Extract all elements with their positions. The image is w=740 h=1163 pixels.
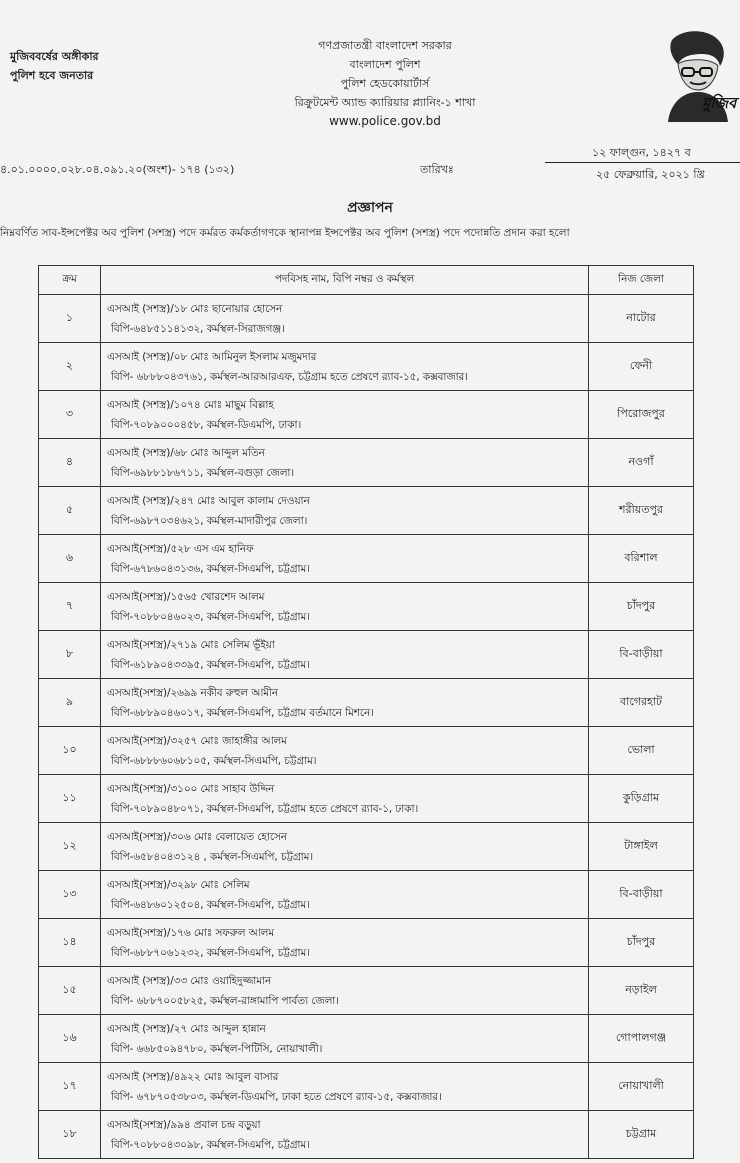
row-serial: ১৫ — [39, 967, 101, 1015]
row-info — [101, 343, 589, 391]
header-line-1: গণপ্রজাতন্ত্রী বাংলাদেশ সরকার — [318, 39, 452, 52]
row-district: শরীয়তপুর — [589, 487, 694, 535]
header-district: নিজ জেলা — [589, 266, 694, 295]
row-serial: ১৪ — [39, 919, 101, 967]
officer-name: এসআই(সশস্ত্র)/২৬৯৯ নকীব রুহুল আমীন — [107, 686, 279, 699]
officer-bp-workplace: বিপি-৬৫৮৪০৪৩১২৪ , কর্মস্থল-সিএমপি, চট্টগ্রাম। — [111, 850, 314, 863]
header-website: www.police.gov.bd — [329, 114, 441, 128]
row-district: কুড়িগ্রাম — [589, 775, 694, 823]
table-row — [39, 1015, 694, 1063]
table-row — [39, 583, 694, 631]
row-district: ভোলা — [589, 727, 694, 775]
table-row — [39, 487, 694, 535]
date-gregorian: ২৫ ফেব্রুয়ারি, ২০২১ খ্রি — [596, 168, 705, 181]
officer-bp-workplace: বিপি-৬৮৮৮৬০৬৮১০৫, কর্মস্থল-সিএমপি, চট্টগ্রাম। — [111, 754, 317, 767]
row-district: বাগেরহাট — [589, 679, 694, 727]
row-district: চাঁদপুর — [589, 583, 694, 631]
officer-bp-workplace: বিপি- ৬৭৮৭০৫৩৮০৩, কর্মস্থল-ডিএমপি, ঢাকা হতে প্রেষণে র‍্যাব-১৫, কক্সবাজার। — [111, 1090, 442, 1103]
date-bangla: ১২ ফাল্গুন, ১৪২৭ ব — [592, 146, 691, 159]
officer-name: এসআই(সশস্ত্র)/৩২৫৭ মোঃ জাহাঙ্গীর আলম — [107, 734, 287, 747]
table-row — [39, 343, 694, 391]
officer-name: এসআই (সশস্ত্র)/১৮ মোঃ ছানোয়ার হোসেন — [107, 302, 283, 315]
row-info — [101, 295, 589, 343]
motto-line-1: মুজিববর্ষের অঙ্গীকার — [10, 50, 99, 63]
officer-name: এসআই (সশস্ত্র)/২৪৭ মোঃ আবুল কালাম দেওয়ান — [107, 494, 310, 507]
table-row — [39, 631, 694, 679]
table-row — [39, 1111, 694, 1159]
header-line-3: পুলিশ হেডকোয়ার্টার্স — [340, 77, 430, 90]
officer-name: এসআই (সশস্ত্র)/৩৩ মোঃ ওয়াহিদুজ্জামান — [107, 974, 272, 987]
row-info — [101, 967, 589, 1015]
table-row — [39, 679, 694, 727]
officer-name: এসআই(সশস্ত্র)/১৭৬ মোঃ সফরুল আলম — [107, 926, 275, 939]
row-serial: ১২ — [39, 823, 101, 871]
row-serial: ৯ — [39, 679, 101, 727]
row-district: নাটোর — [589, 295, 694, 343]
row-info — [101, 1015, 589, 1063]
table-row — [39, 823, 694, 871]
motto-line-2: পুলিশ হবে জনতার — [10, 69, 94, 82]
row-district: নওগাঁ — [589, 439, 694, 487]
table-row — [39, 919, 694, 967]
row-serial: ৫ — [39, 487, 101, 535]
officer-bp-workplace: বিপি-৭০৮৮০৪৩০৯৮, কর্মস্থল-সিএমপি, চট্টগ্রাম। — [111, 1138, 310, 1151]
table-row — [39, 439, 694, 487]
row-serial: ৪ — [39, 439, 101, 487]
row-info — [101, 1111, 589, 1159]
officer-name: এসআই (সশস্ত্র)/০৮ মোঃ আমিনুল ইসলাম মজুমদার — [107, 350, 317, 363]
row-info — [101, 919, 589, 967]
officer-bp-workplace: বিপি- ৬৬৮৫০৯৪৭৮০, কর্মস্থল-পিটিসি, নোয়াখালী। — [111, 1042, 323, 1055]
table-row — [39, 295, 694, 343]
row-district: বি-বাড়ীয়া — [589, 631, 694, 679]
officer-bp-workplace: বিপি-৭০৮৮০৪৬০২৩, কর্মস্থল-সিএমপি, চট্টগ্রাম। — [111, 610, 310, 623]
officer-bp-workplace: বিপি-৭০৮৯০০০৪৫৮, কর্মস্থল-ডিএমপি, ঢাকা। — [111, 418, 302, 431]
row-serial: ১১ — [39, 775, 101, 823]
intro-text: নিম্নবর্ণিত সাব-ইন্সপেক্টর অব পুলিশ (সশস্ত্র) পদে কর্মরত কর্মকর্তাগণকে স্থানাপন্ন ইন্সপেক্টর অব পুলিশ (সশস্ত্র) পদে পদোন্নতি প্রদান করা হলো — [0, 227, 570, 239]
officer-name: এসআই(সশস্ত্র)/১৫৬৫ খোরশেদ আলম — [107, 590, 265, 603]
table-header-row — [39, 266, 694, 295]
promotion-table — [38, 265, 694, 1159]
portrait-logo-icon — [652, 28, 740, 123]
row-info — [101, 679, 589, 727]
row-info — [101, 631, 589, 679]
row-serial: ২ — [39, 343, 101, 391]
officer-bp-workplace: বিপি-৬৯৮৮১৮৬৭১১, কর্মস্থল-বগুড়া জেলা। — [111, 466, 295, 479]
portrait-logo-text: মুজিব — [702, 94, 737, 112]
row-district: চট্টগ্রাম — [589, 1111, 694, 1159]
row-serial: ৭ — [39, 583, 101, 631]
table-row — [39, 967, 694, 1015]
row-district: ফেনী — [589, 343, 694, 391]
officer-name: এসআই (সশস্ত্র)/৬৮ মোঃ আব্দুল মতিন — [107, 446, 265, 459]
row-district: বরিশাল — [589, 535, 694, 583]
officer-bp-workplace: বিপি-৬৪৮৫১১৪১৩২, কর্মস্থল-সিরাজগঞ্জ। — [111, 322, 285, 335]
officer-bp-workplace: বিপি-৬৭৮৬০৪৩১৩৬, কর্মস্থল-সিএমপি, চট্টগ্রাম। — [111, 562, 310, 575]
letterhead — [240, 36, 530, 131]
officer-name: এসআই (সশস্ত্র)/১০৭৪ মোঃ মাছুম বিল্লাহ — [107, 398, 274, 411]
header-info: পদবিসহ নাম, বিপি নম্বর ও কর্মস্থল — [101, 266, 589, 295]
row-district: চাঁদপুর — [589, 919, 694, 967]
officer-name: এসআই (সশস্ত্র)/৪৯২২ মোঃ আবুল বাসার — [107, 1070, 279, 1083]
row-info — [101, 583, 589, 631]
row-info — [101, 823, 589, 871]
officer-bp-workplace: বিপি-৬৯৮৭০৩৪৬২১, কর্মস্থল-মাদারীপুর জেলা। — [111, 514, 308, 527]
row-info — [101, 535, 589, 583]
header-line-2: বাংলাদেশ পুলিশ — [349, 58, 421, 71]
officer-bp-workplace: বিপি-৭০৮৯০৪৮০৭১, কর্মস্থল-সিএমপি, চট্টগ্রাম হতে প্রেষণে র‍্যাব-১, ঢাকা। — [111, 802, 419, 815]
row-serial: ১৩ — [39, 871, 101, 919]
header-line-4: রিক্রুটমেন্ট অ্যান্ড ক্যারিয়ার প্ল্যানিং-১ শাখা — [294, 96, 476, 109]
row-district: বি-বাড়ীয়া — [589, 871, 694, 919]
date-label: তারিখঃ — [420, 163, 454, 176]
table-row — [39, 727, 694, 775]
header-serial: ক্রম — [39, 266, 101, 295]
table-row — [39, 1063, 694, 1111]
row-serial: ১০ — [39, 727, 101, 775]
officer-name: এসআই(সশস্ত্র)/৩১০০ মোঃ সাহাব উদ্দিন — [107, 782, 275, 795]
officer-bp-workplace: বিপি-৬১৮৯০৪৩৩৯৫, কর্মস্থল-সিএমপি, চট্টগ্রাম। — [111, 658, 310, 671]
row-district: নোয়াখালী — [589, 1063, 694, 1111]
officer-bp-workplace: বিপি-৬৮৮৭০৬১২৩২, কর্মস্থল-সিএমপি, চট্টগ্রাম। — [111, 946, 310, 959]
motto — [10, 47, 99, 85]
date-divider — [545, 162, 740, 163]
row-serial: ১৮ — [39, 1111, 101, 1159]
row-info — [101, 439, 589, 487]
officer-name: এসআই(সশস্ত্র)/২৭১৯ মোঃ সেলিম ভূঁইয়া — [107, 638, 275, 651]
table-row — [39, 535, 694, 583]
table-row — [39, 775, 694, 823]
table-row — [39, 391, 694, 439]
row-district: গোপালগঞ্জ — [589, 1015, 694, 1063]
row-district: নড়াইল — [589, 967, 694, 1015]
row-district: পিরোজপুর — [589, 391, 694, 439]
officer-name: এসআই(সশস্ত্র)/৯৯৪ প্রবাল চন্দ্র বড়ুয়া — [107, 1118, 261, 1131]
memo-reference: ৪.০১.০০০০.০২৮.০৪.০৯১.২০(অংশ)- ১৭৪ (১৩২) — [0, 163, 235, 176]
officer-bp-workplace: বিপি- ৬৮৮৭০০৫৮২৫, কর্মস্থল-রাঙ্গামাপি পার্বত্য জেলা। — [111, 994, 339, 1007]
row-serial: ৩ — [39, 391, 101, 439]
row-serial: ৮ — [39, 631, 101, 679]
row-info — [101, 727, 589, 775]
row-serial: ৬ — [39, 535, 101, 583]
officer-name: এসআই(সশস্ত্র)/৩২৯৮ মোঃ সেলিম — [107, 878, 250, 891]
row-info — [101, 775, 589, 823]
row-info — [101, 391, 589, 439]
page-title: প্রজ্ঞাপন — [347, 200, 393, 216]
officer-name: এসআই (সশস্ত্র)/২৭ মোঃ আব্দুল হান্নান — [107, 1022, 266, 1035]
row-district: টাঙ্গাইল — [589, 823, 694, 871]
row-info — [101, 487, 589, 535]
row-serial: ১৭ — [39, 1063, 101, 1111]
officer-bp-workplace: বিপি-৬৮৮৯০৪৬০১৭, কর্মস্থল-সিএমপি, চট্টগ্রাম বর্তমানে মিশনে। — [111, 706, 374, 719]
officer-bp-workplace: বিপি-৬৪৮৬০১২৫০৪, কর্মস্থল-সিএমপি, চট্টগ্রাম। — [111, 898, 310, 911]
row-info — [101, 871, 589, 919]
row-info — [101, 1063, 589, 1111]
table-row — [39, 871, 694, 919]
row-serial: ১৬ — [39, 1015, 101, 1063]
officer-name: এসআই(সশস্ত্র)/৩০৬ মোঃ বেলায়েত হোসেন — [107, 830, 287, 843]
officer-bp-workplace: বিপি- ৬৮৮৮০৪৩৭৬১, কর্মস্থল-আরআরএফ, চট্টগ্রাম হতে প্রেষণে র‍্যাব-১৫, কক্সবাজার। — [111, 370, 468, 383]
officer-name: এসআই(সশস্ত্র)/৫২৮ এস এম হানিফ — [107, 542, 254, 555]
row-serial: ১ — [39, 295, 101, 343]
